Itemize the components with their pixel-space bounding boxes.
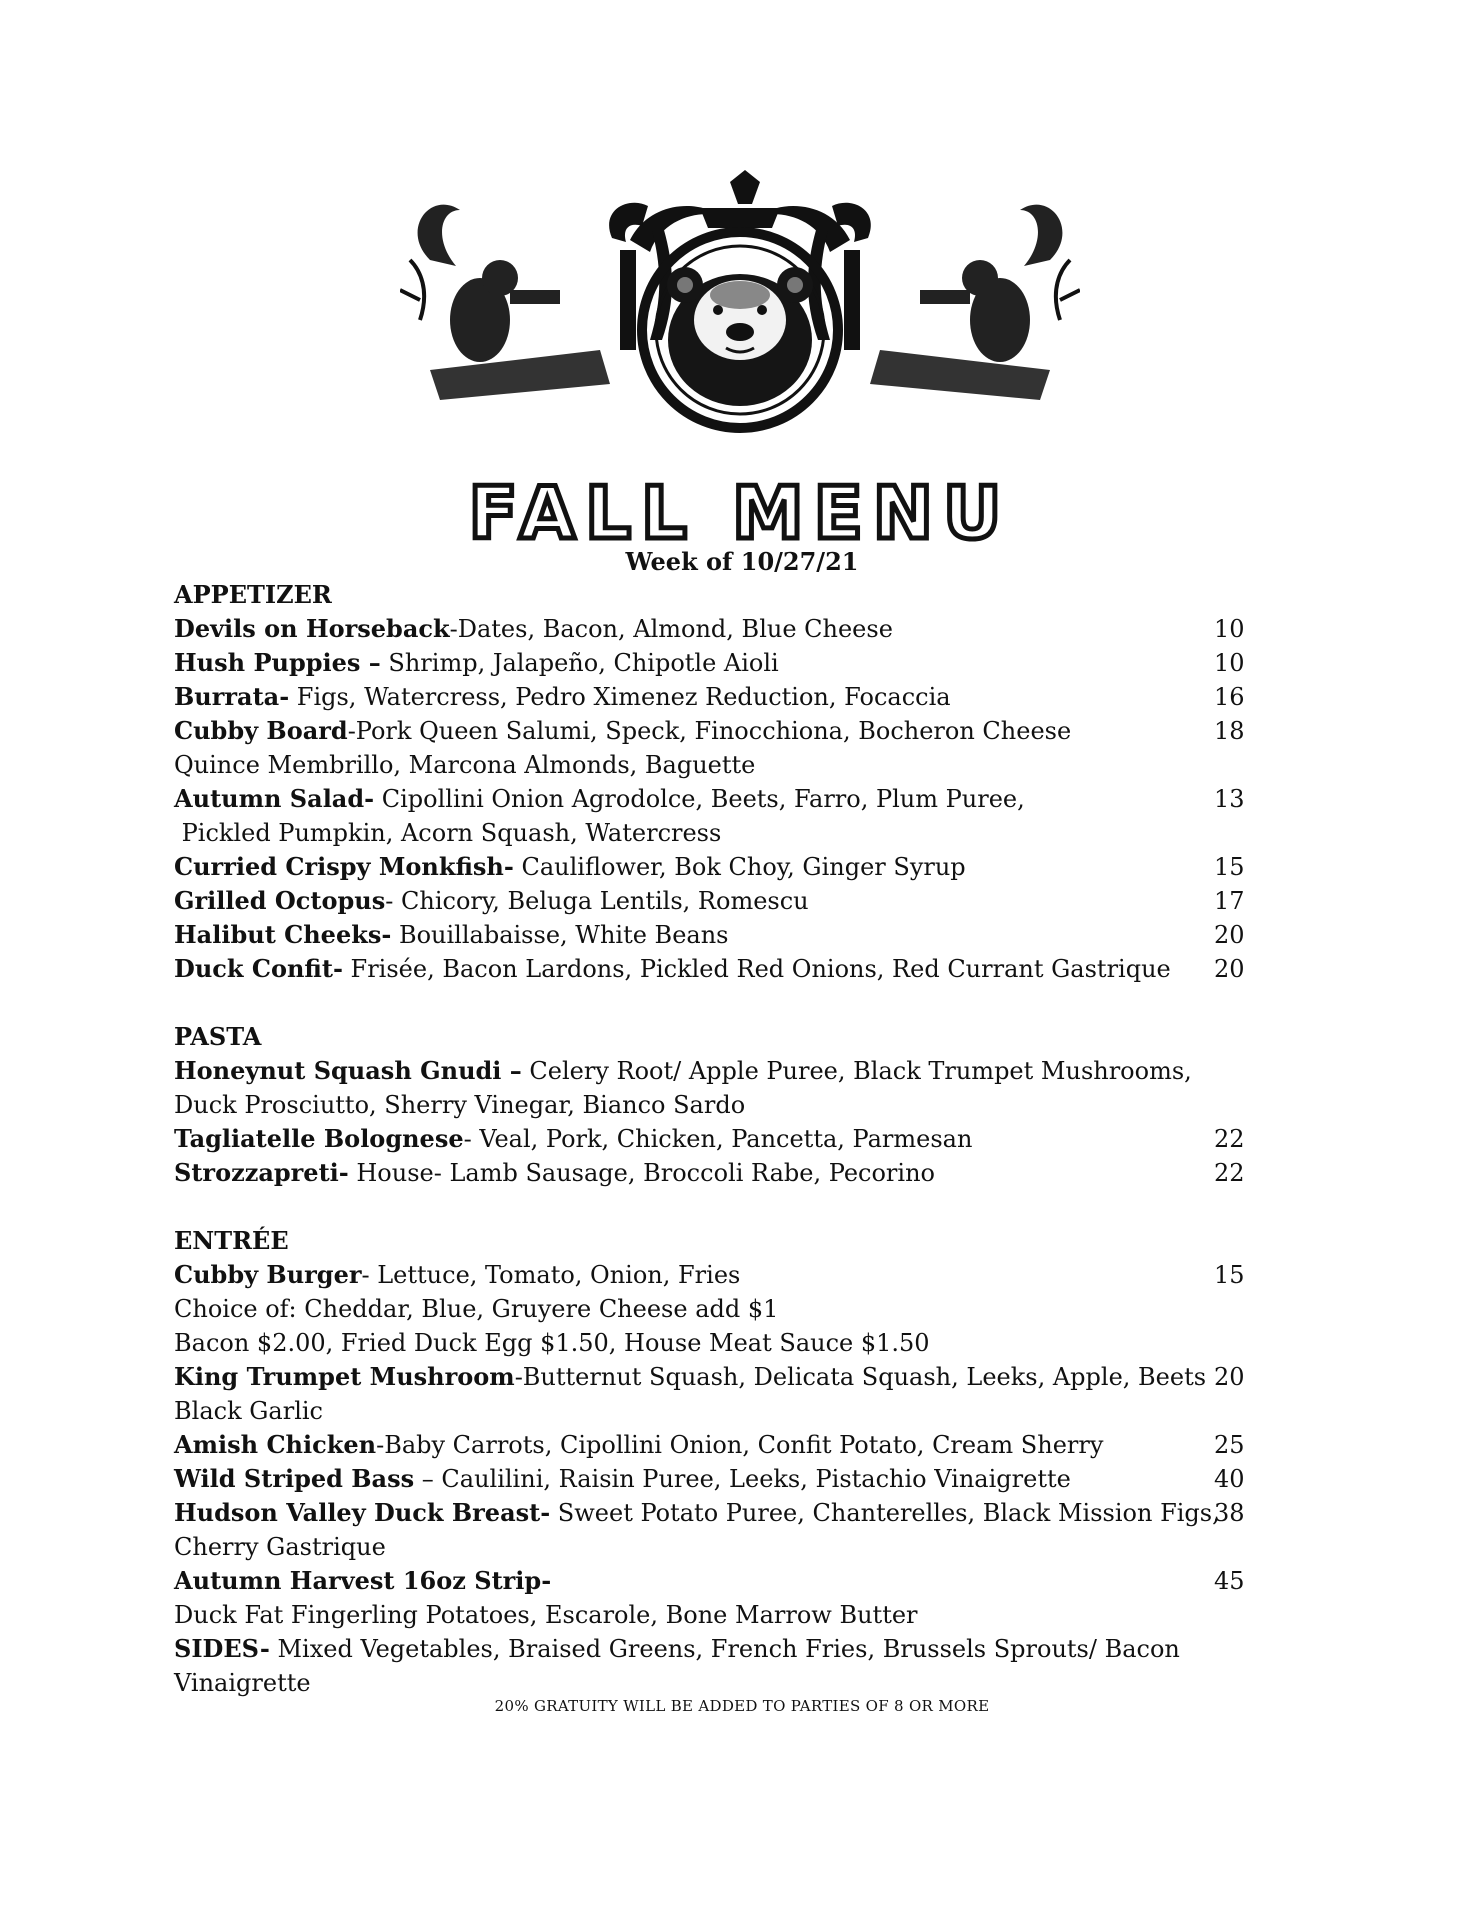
item-price: 10 [1214,649,1245,677]
bear-icon [667,267,813,406]
item-name: Curried Crispy Monkfish- [174,852,514,881]
menu-item [174,782,1254,816]
menu-item [174,1394,1254,1428]
item-description: - Chicory, Beluga Lentils, Romescu [385,887,809,915]
item-price: 22 [1214,1159,1245,1187]
menu-item [174,1360,1254,1394]
item-price: 15 [1214,853,1245,881]
menu-item [174,884,1254,918]
item-description: Figs, Watercress, Pedro Ximenez Reduction, Focaccia [289,683,951,711]
squirrel-left-icon [418,205,560,362]
item-description: Vinaigrette [174,1669,311,1697]
item-price: 15 [1214,1261,1245,1289]
week-date: Week of 10/27/21 [625,547,859,576]
menu-item [174,1054,1254,1088]
item-description: -Butternut Squash, Delicata Squash, Leeks, Apple, Beets [514,1363,1207,1391]
item-name: King Trumpet Mushroom [174,1362,515,1391]
item-description: - Veal, Pork, Chicken, Pancetta, Parmesan [463,1125,973,1153]
item-description: Cherry Gastrique [174,1533,386,1561]
menu-item [174,1632,1254,1666]
item-name: SIDES- [174,1634,270,1663]
item-description: Frisée, Bacon Lardons, Pickled Red Onions, Red Currant Gastrique [342,955,1171,983]
menu-item [174,612,1254,646]
menu-item [174,1326,1254,1360]
squirrel-right-icon [920,205,1062,362]
item-price: 18 [1214,717,1245,745]
item-description: Quince Membrillo, Marcona Almonds, Baguette [174,751,756,779]
menu-item [174,1666,1254,1700]
menu-item [174,918,1254,952]
item-description: Duck Prosciutto, Sherry Vinegar, Bianco Sardo [174,1091,746,1119]
item-name: Tagliatelle Bolognese [174,1124,464,1153]
menu-item [174,748,1254,782]
item-price: 16 [1214,683,1245,711]
item-description: Choice of: Cheddar, Blue, Gruyere Cheese add $1 [174,1295,779,1323]
item-description: Black Garlic [174,1397,323,1425]
item-price: 20 [1214,1363,1245,1391]
section-gap [174,1190,1254,1224]
item-name: Wild Striped Bass [174,1464,415,1493]
item-price: 40 [1214,1465,1245,1493]
item-description: Celery Root/ Apple Puree, Black Trumpet Mushrooms, [521,1057,1192,1085]
section-heading: ENTRÉE [174,1226,289,1255]
menu-item [174,1156,1254,1190]
item-name: Burrata- [174,682,290,711]
item-price: 10 [1214,615,1245,643]
item-price: 38 [1214,1499,1245,1527]
section-gap [174,986,1254,1020]
item-name: Autumn Salad- [174,784,375,813]
item-name: Devils on Horseback [174,614,450,643]
item-name: Honeynut Squash Gnudi – [174,1056,522,1085]
item-description: Cipollini Onion Agrodolce, Beets, Farro, Plum Puree, [374,785,1025,813]
menu-item [174,1462,1254,1496]
menu-item [174,680,1254,714]
item-description: Sweet Potato Puree, Chanterelles, Black Mission Figs, [550,1499,1220,1527]
item-description: -Baby Carrots, Cipollini Onion, Confit Potato, Cream Sherry [376,1431,1104,1459]
menu-item [174,816,1254,850]
item-price: 22 [1214,1125,1245,1153]
menu-item [174,1258,1254,1292]
item-name: Grilled Octopus [174,886,386,915]
item-description: - Lettuce, Tomato, Onion, Fries [361,1261,741,1289]
item-price: 20 [1214,955,1245,983]
menu-item [174,1088,1254,1122]
menu-item [174,1122,1254,1156]
menu-body [174,578,1254,1700]
item-description: -Pork Queen Salumi, Speck, Finocchiona, Bocheron Cheese [347,717,1072,745]
item-description: Shrimp, Jalapeño, Chipotle Aioli [380,649,779,677]
menu-item [174,952,1254,986]
item-name: Amish Chicken [174,1430,377,1459]
item-price: 20 [1214,921,1245,949]
item-description: – Caulilini, Raisin Puree, Leeks, Pistachio Vinaigrette [414,1465,1071,1493]
item-description: Duck Fat Fingerling Potatoes, Escarole, Bone Marrow Butter [174,1601,918,1629]
item-price: 17 [1214,887,1245,915]
item-description: -Dates, Bacon, Almond, Blue Cheese [449,615,893,643]
item-name: Strozzapreti- [174,1158,349,1187]
bear-crest-logo [400,170,1080,550]
section-heading: APPETIZER [174,580,332,609]
menu-item [174,646,1254,680]
menu-item [174,1530,1254,1564]
item-price: 13 [1214,785,1245,813]
item-description: Bacon $2.00, Fried Duck Egg $1.50, House Meat Sauce $1.50 [174,1329,930,1357]
menu-item [174,1428,1254,1462]
menu-item [174,1292,1254,1326]
item-name: Autumn Harvest 16oz Strip- [174,1566,552,1595]
item-name: Duck Confit- [174,954,343,983]
item-name: Hush Puppies – [174,648,381,677]
item-description: Mixed Vegetables, Braised Greens, French Fries, Brussels Sprouts/ Bacon [269,1635,1180,1663]
menu-item [174,714,1254,748]
item-name: Halibut Cheeks- [174,920,392,949]
menu-item [174,850,1254,884]
item-name: Hudson Valley Duck Breast- [174,1498,551,1527]
item-name: Cubby Board [174,716,348,745]
item-description: Bouillabaisse, White Beans [391,921,729,949]
item-description: House- Lamb Sausage, Broccoli Rabe, Pecorino [348,1159,935,1187]
item-description: Cauliflower, Bok Choy, Ginger Syrup [513,853,966,881]
gratuity-note: 20% GRATUITY WILL BE ADDED TO PARTIES OF 8 OR MORE [494,1697,990,1715]
logo-title: FALL MENU [468,471,1012,550]
menu-item [174,1564,1254,1598]
item-name: Cubby Burger [174,1260,362,1289]
item-description: Pickled Pumpkin, Acorn Squash, Watercress [174,819,722,847]
item-price: 25 [1214,1431,1245,1459]
section-heading: PASTA [174,1022,262,1051]
item-price: 45 [1214,1567,1245,1595]
menu-item [174,1496,1254,1530]
menu-item [174,1598,1254,1632]
